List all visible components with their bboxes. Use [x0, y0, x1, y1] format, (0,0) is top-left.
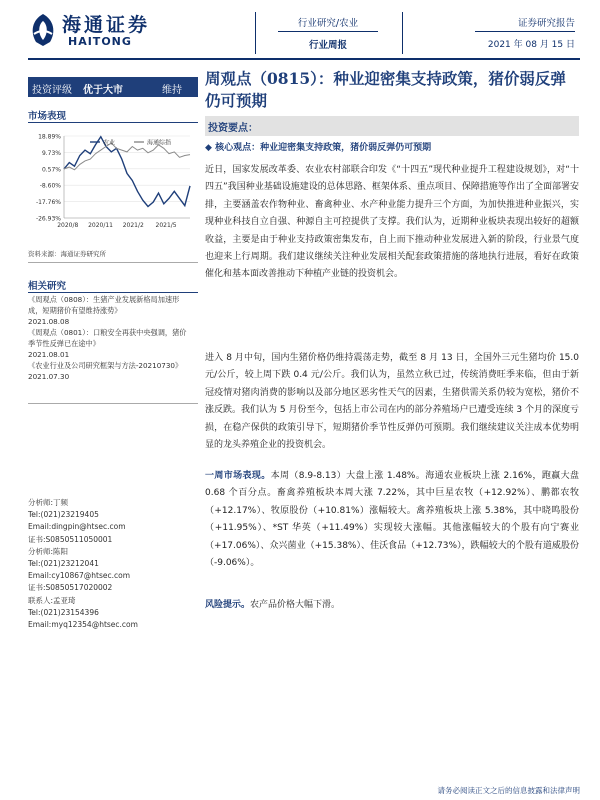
y-tick-label: -8.60% [39, 182, 61, 190]
y-tick-label: 9.73% [41, 149, 61, 157]
weekly-market-text: 本周（8.9-8.13）大盘上涨 1.48%。海通农业板块上涨 2.16%，跑赢大盘 0.68 个百分点。畜禽养殖板块本周大涨 7.22%，其中巨星农牧（+12.92%）、鹏都农牧（+12.17%）、牧原股份（+10.81%）涨幅较大。禽养殖板块上涨 5.38%，其中晓鸣股份（+11.95%）、*ST 华英（+11.49%）实现较大涨幅。其他涨幅较大的个股有向宁赛业（+17.06%）、众兴菌业（+15.38%）、佳沃食品（+12.73%），跌幅较大的个股有道威股份（-9.06%）。 [205, 471, 579, 569]
related-item[interactable]: 《周观点（0808）：生猪产业发展新格局加速形成，短期猪价有望维持涨势》 [28, 295, 180, 315]
related-list [28, 294, 188, 382]
analyst-email[interactable]: Email:cy10867@htsec.com [28, 571, 130, 581]
related-section-label: 相关研究 [28, 281, 67, 292]
contact-email[interactable]: Email:myq12354@htsec.com [28, 620, 138, 630]
section-rule [28, 122, 198, 123]
market-section-label: 市场表现 [28, 111, 67, 122]
chart-source: 资料来源：海通证券研究所 [28, 250, 106, 258]
logo-emblem-icon [28, 12, 58, 48]
x-tick-label: 2021/5 [155, 222, 177, 229]
related-item-date: 2021.07.30 [28, 372, 70, 381]
risk-label: 风险提示。 [205, 600, 251, 610]
report-type-label: 行业周报 [308, 40, 347, 51]
related-item[interactable]: 《周观点（0801）：口粮安全再获中央强调，猪价季节性反弹已在途中》 [28, 328, 187, 348]
risk-text: 农产品价格大幅下滑。 [250, 600, 341, 610]
logo-text-en: HAITONG [68, 35, 132, 48]
header-rule [475, 31, 575, 32]
y-tick-label: 0.57% [41, 166, 61, 174]
header-divider [402, 12, 403, 54]
series-line [64, 143, 190, 170]
haitong-logo [28, 10, 178, 50]
report-date: 2021 年 08 月 15 日 [487, 40, 575, 50]
rating-label: 投资评级 [32, 85, 72, 96]
rating-action: 维持 [162, 85, 182, 96]
invest-highlights-bar [205, 116, 579, 136]
rating-value: 优于大市 [83, 85, 123, 96]
header-rule [278, 31, 378, 32]
contact-tel: Tel:(021)23154396 [28, 607, 99, 617]
y-tick-label: -17.76% [35, 199, 61, 207]
report-title: 周观点（0815）：种业迎密集支持政策，猪价弱反弹仍可预期 [205, 69, 566, 110]
y-tick-label: -26.93% [35, 215, 61, 223]
market-performance-chart [28, 128, 198, 236]
section-rule [28, 292, 198, 293]
weekly-market-paragraph [205, 468, 579, 572]
analyst-cert: 证书:S0850511050001 [28, 534, 113, 544]
core-view-text: 核心观点：种业迎密集支持政策，猪价弱反弹仍可预期 [215, 143, 432, 153]
related-item-date: 2021.08.08 [28, 317, 70, 326]
disclaimer-footer: 请务必阅读正文之后的信息披露和法律声明 [437, 786, 580, 795]
analyst-name: 分析师:丁频 [28, 498, 69, 507]
contact-name: 联系人:孟亚琦 [28, 595, 76, 605]
legend-label: 海通综指 [147, 139, 172, 147]
divider [28, 262, 198, 263]
core-view [205, 140, 579, 153]
x-tick-label: 2021/2 [122, 222, 144, 229]
x-tick-label: 2020/8 [57, 222, 79, 229]
header-divider [255, 12, 256, 54]
series-line [64, 137, 190, 207]
related-item[interactable]: 《农业行业及公司研究框架与方法-20210730》 [28, 361, 183, 370]
report-category: 证券研究报告 [517, 18, 575, 29]
y-tick-label: 18.89% [38, 133, 61, 141]
analyst-contacts [28, 497, 198, 631]
analyst-name: 分析师:陈阳 [28, 546, 69, 556]
divider [28, 403, 198, 404]
analyst-tel: Tel:(021)23219405 [28, 510, 99, 520]
diamond-bullet-icon: ◆ [205, 143, 212, 153]
x-tick-label: 2020/11 [88, 222, 114, 229]
risk-paragraph [205, 597, 579, 614]
paragraph-seed-policy: 近日，国家发展改革委、农业农村部联合印发《“十四五”现代种业提升工程建设规划》，对“十四五”我国种业基础设施建设的总体思路、框架体系、重点项目、保障措施等作出了全面部署安排，主要涵盖农作物种业、畜禽种业、水产种业能力提升三个方面，为加快推进种业振兴，实现种业科技自立自强、种源自主可控提供了支撑。我们认为，近期种业板块表现出较好的超额收益，主要是由于种业支持政策密集发布，自上而下推动种业发展进入新的阶段，行业景气度也迎来上行周期。我们建议继续关注种业发展相关配套政策措施的落地执行进展，看好在政策催化和基本面改善推动下种植产业链的投资机会。 [205, 165, 579, 280]
weekly-market-label: 一周市场表现。 [205, 471, 271, 481]
paragraph-hog-price: 进入 8 月中旬，国内生猪价格仍维持震荡走势，截至 8 月 13 日，全国外三元生猪均价 15.0 元/公斤，较上周下跌 0.4 元/公斤。我们认为，虽然立秋已过，传统消费旺季来临，但由于新冠疫情对猪肉消费的影响以及部分地区恶劣性天气的因素，生猪供需关系仍较为宽松，猪价不涨反跌。我们认为 5 月份至今，包括上市公司在内的部分养殖场户已遭受连续 3 个月的深度亏损，在稳产保供的政策引导下，短期猪价季节性反弹仍可预期。我们继续建议关注成本优势明显的龙头养殖企业的投资机会。 [205, 353, 579, 451]
invest-highlights-label: 投资要点： [208, 123, 258, 134]
analyst-cert: 证书:S0850517020002 [28, 583, 113, 593]
analyst-tel: Tel:(021)23212041 [28, 559, 99, 569]
related-item-date: 2021.08.01 [28, 350, 70, 359]
analyst-email[interactable]: Email:dingpin@htsec.com [28, 522, 126, 532]
rating-bar [28, 77, 198, 97]
industry-label: 行业研究/农业 [297, 18, 359, 29]
header-bottom-rule [28, 58, 580, 60]
logo-text-cn: 海通证券 [62, 14, 151, 36]
legend-label: 农业 [103, 139, 116, 147]
